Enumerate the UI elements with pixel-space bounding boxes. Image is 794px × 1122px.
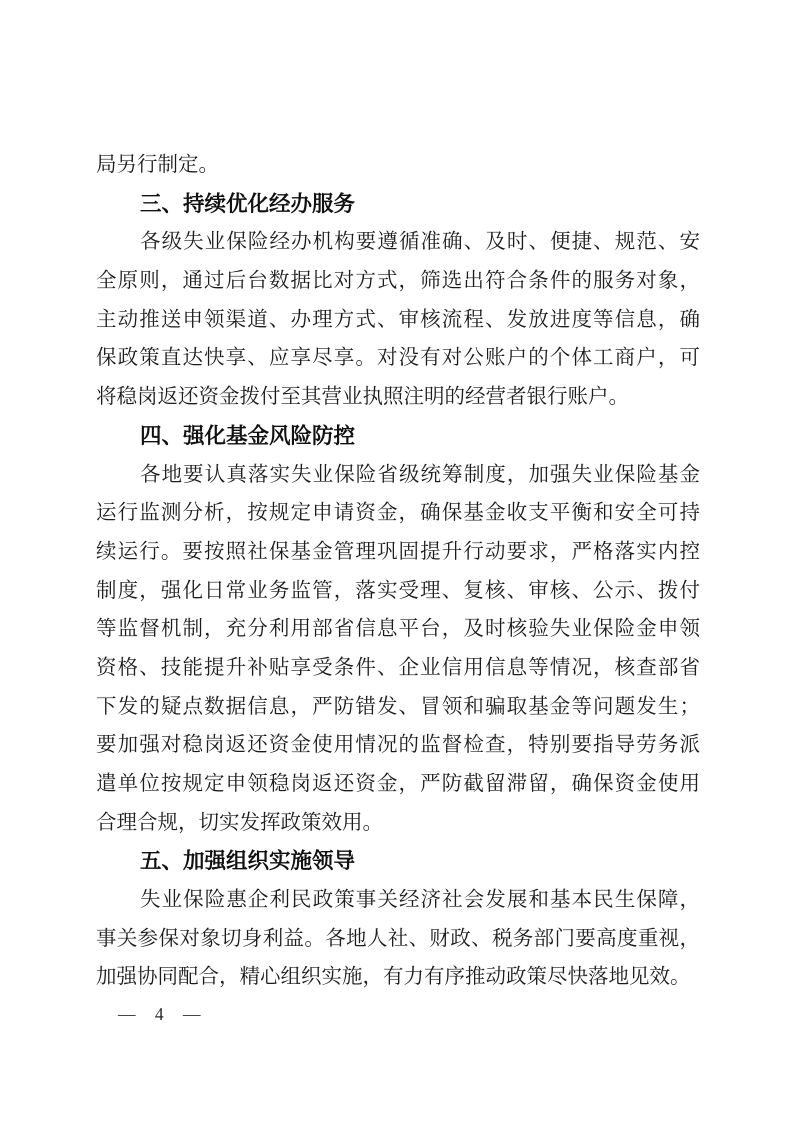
body-line: 失业保险惠企利民政策事关经济社会发展和基本民生保障， (140, 889, 700, 912)
body-line: 各地要认真落实失业保险省级统筹制度，加强失业保险基金 (140, 463, 700, 486)
body-line: 事关参保对象切身利益。各地人社、财政、税务部门要高度重视， (96, 927, 700, 950)
section-heading-3: 三、持续优化经办服务 (140, 191, 356, 216)
body-line: 制度，强化日常业务监管，落实受理、复核、审核、公示、拨付 (96, 579, 700, 602)
body-line: 主动推送申领渠道、办理方式、审核流程、发放进度等信息，确 (96, 308, 700, 331)
body-line: 等监督机制，充分利用部省信息平台，及时核验失业保险金申领 (96, 618, 700, 641)
body-line: 要加强对稳岗返还资金使用情况的监督检查，特别要指导劳务派 (96, 734, 700, 757)
body-line: 遣单位按规定申领稳岗返还资金，严防截留滞留，确保资金使用 (96, 773, 700, 795)
section-heading-5: 五、加强组织实施领导 (140, 849, 356, 874)
body-line: 资格、技能提升补贴享受条件、企业信用信息等情况，核查部省 (96, 656, 700, 679)
body-line: 保政策直达快享、应享尽享。对没有对公账户的个体工商户，可 (96, 347, 700, 370)
body-line: 加强协同配合，精心组织实施，有力有序推动政策尽快落地见效。 (96, 966, 691, 989)
body-line: 运行监测分析，按规定申请资金，确保基金收支平衡和安全可持 (96, 502, 700, 525)
body-line: 下发的疑点数据信息，严防错发、冒领和骗取基金等问题发生； (96, 695, 700, 718)
body-line: 续运行。要按照社保基金管理巩固提升行动要求，严格落实内控 (96, 540, 700, 563)
document-body (96, 146, 700, 997)
body-line: 全原则，通过后台数据比对方式，筛选出符合条件的服务对象， (96, 270, 700, 293)
body-line: 合理合规，切实发挥政策效用。 (96, 811, 383, 834)
body-line: 各级失业保险经办机构要遵循准确、及时、便捷、规范、安 (140, 231, 700, 254)
page-number: — 4 — (118, 1004, 205, 1024)
body-line: 将稳岗返还资金拨付至其营业执照注明的经营者银行账户。 (96, 386, 629, 409)
body-line: 局另行制定。 (96, 154, 219, 176)
section-heading-4: 四、强化基金风险防控 (140, 423, 356, 448)
